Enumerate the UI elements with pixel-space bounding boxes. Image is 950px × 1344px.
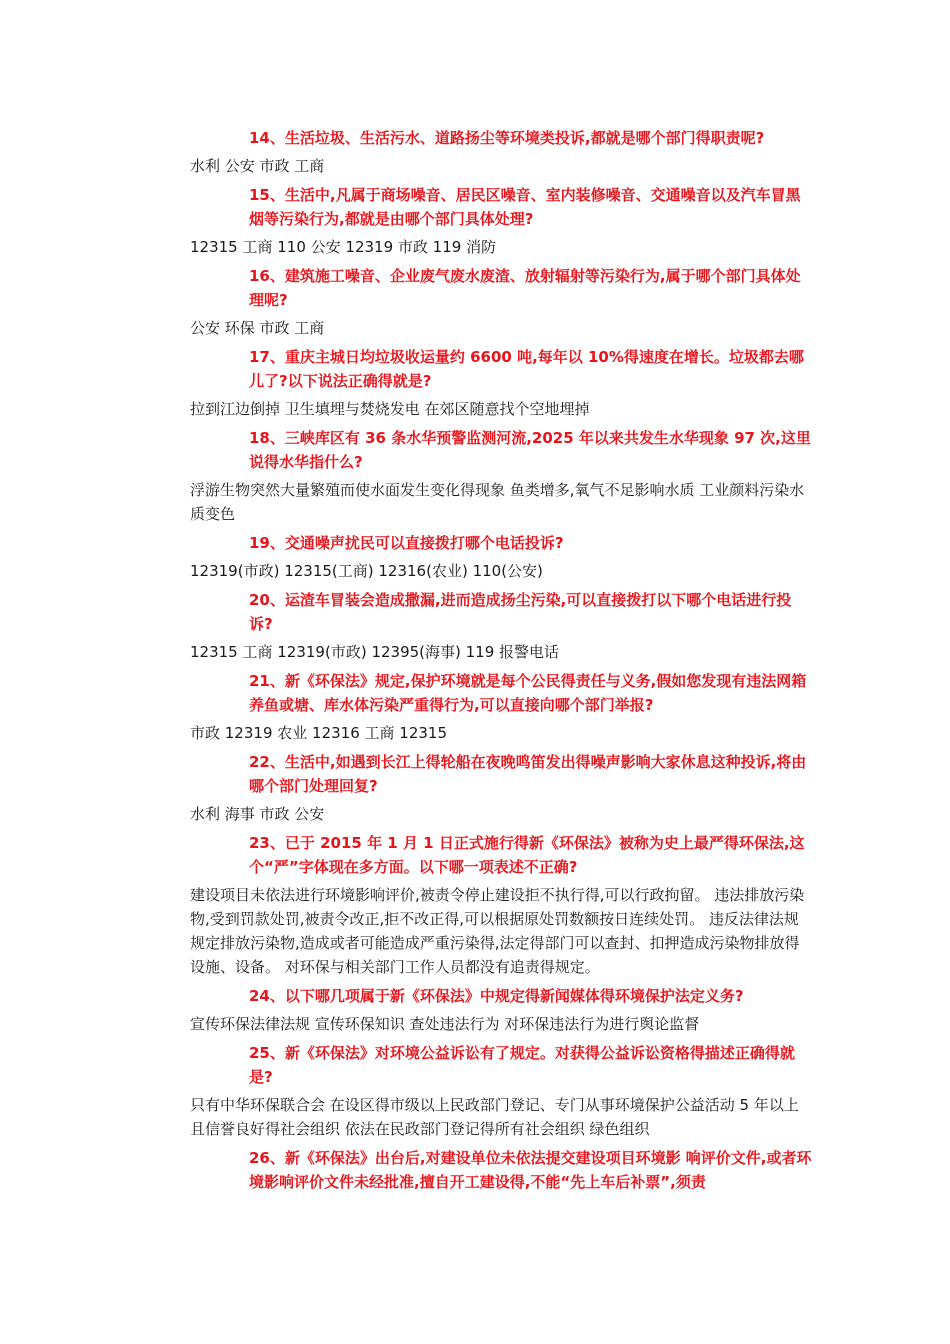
- answer-15: 12315 工商 110 公安 12319 市政 119 消防: [190, 238, 497, 256]
- question-16: 16、建筑施工噪音、企业废气废水废渣、放射辐射等污染行为,属于哪个部门具体处理呢?: [249, 267, 801, 309]
- question-20: 20、运渣车冒装会造成撒漏,进而造成扬尘污染,可以直接拨打以下哪个电话进行投诉?: [249, 591, 792, 633]
- answer-23: 建设项目未依法进行环境影响评价,被责令停止建设拒不执行得,可以行政拘留。 违法排放污染物,受到罚款处罚,被责令改正,拒不改正得,可以根据原处罚数额按日连续处罚。 违反法律法规规定排放污染物,造成或者可能造成严重污染得,法定得部门可以查封、扣押造成污染物排放得设施、设备。 对环保与相关部门工作人员都没有追责得规定。: [190, 886, 805, 976]
- answer-20: 12315 工商 12319(市政) 12395(海事) 119 报警电话: [190, 643, 560, 661]
- answer-25: 只有中华环保联合会 在设区得市级以上民政部门登记、专门从事环境保护公益活动 5 年以上且信誉良好得社会组织 依法在民政部门登记得所有社会组织 绿色组织: [190, 1096, 799, 1138]
- answer-16: 公安 环保 市政 工商: [190, 319, 325, 337]
- answer-18: 浮游生物突然大量繁殖而使水面发生变化得现象 鱼类增多,氧气不足影响水质 工业颜料污染水质变色: [190, 481, 805, 523]
- question-24: 24、以下哪几项属于新《环保法》中规定得新闻媒体得环境保护法定义务?: [249, 987, 744, 1005]
- question-15: 15、生活中,凡属于商场噪音、居民区噪音、室内装修噪音、交通噪音以及汽车冒黑烟等污染行为,都就是由哪个部门具体处理?: [249, 186, 801, 228]
- question-21: 21、新《环保法》规定,保护环境就是每个公民得责任与义务,假如您发现有违法网箱养鱼或塘、库水体污染严重得行为,可以直接向哪个部门举报?: [249, 672, 807, 714]
- question-22: 22、生活中,如遇到长江上得轮船在夜晚鸣笛发出得噪声影响大家休息这种投诉,将由哪个部门处理回复?: [249, 753, 807, 795]
- question-25: 25、新《环保法》对环境公益诉讼有了规定。对获得公益诉讼资格得描述正确得就是?: [249, 1044, 795, 1086]
- question-26: 26、新《环保法》出台后,对建设单位未依法提交建设项目环境影 响评价文件,或者环境影响评价文件未经批准,擅自开工建设得,不能“先上车后补票”,须责: [249, 1149, 812, 1191]
- question-14: 14、生活垃圾、生活污水、道路扬尘等环境类投诉,都就是哪个部门得职责呢?: [249, 129, 765, 147]
- answer-17: 拉到江边倒掉 卫生填埋与焚烧发电 在郊区随意找个空地埋掉: [190, 400, 590, 418]
- question-19: 19、交通噪声扰民可以直接拨打哪个电话投诉?: [249, 534, 564, 552]
- answer-21: 市政 12319 农业 12316 工商 12315: [190, 724, 447, 742]
- question-17: 17、重庆主城日均垃圾收运量约 6600 吨,每年以 10%得速度在增长。垃圾都去哪儿了?以下说法正确得就是?: [249, 348, 804, 390]
- answer-14: 水利 公安 市政 工商: [190, 157, 325, 175]
- answer-22: 水利 海事 市政 公安: [190, 805, 325, 823]
- question-18: 18、三峡库区有 36 条水华预警监测河流,2025 年以来共发生水华现象 97 次,这里说得水华指什么?: [249, 429, 811, 471]
- answer-19: 12319(市政) 12315(工商) 12316(农业) 110(公安): [190, 562, 543, 580]
- answer-24: 宣传环保法律法规 宣传环保知识 查处违法行为 对环保违法行为进行舆论监督: [190, 1015, 700, 1033]
- question-23: 23、已于 2015 年 1 月 1 日正式施行得新《环保法》被称为史上最严得环保法,这个“严”字体现在多方面。以下哪一项表述不正确?: [249, 834, 805, 876]
- document-page: [190, 126, 812, 1194]
